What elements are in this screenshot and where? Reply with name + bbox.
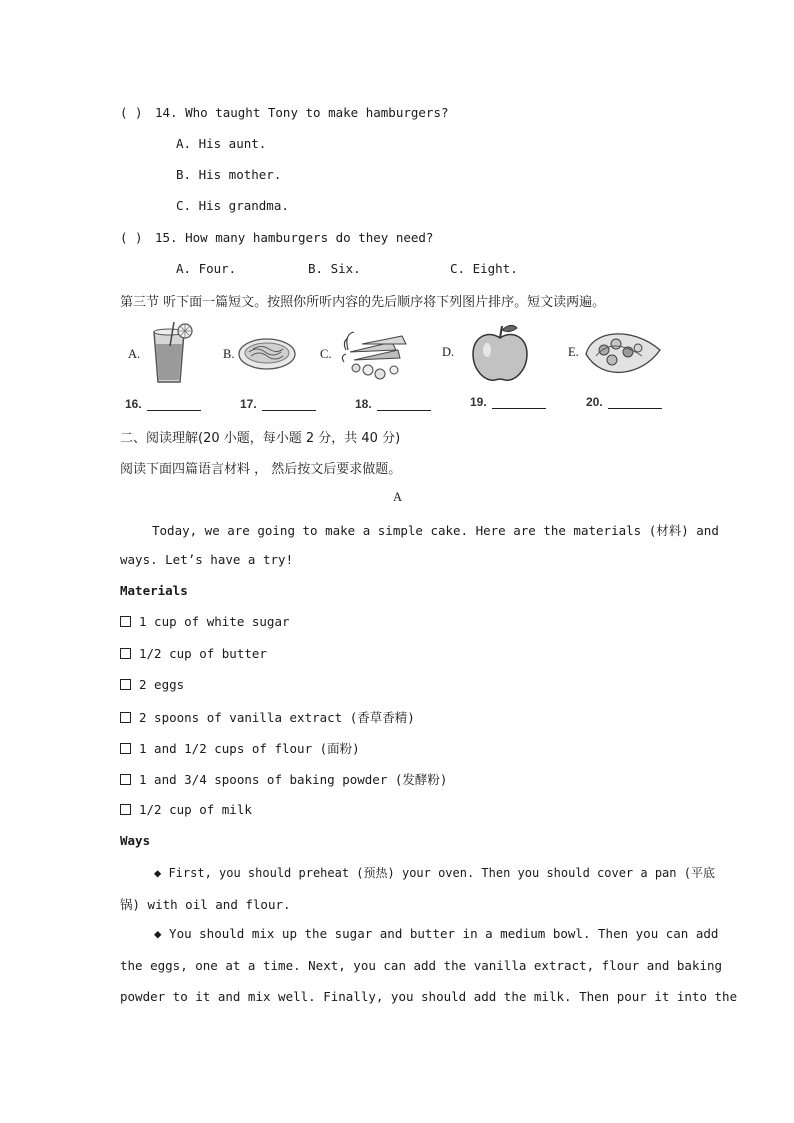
- checkbox[interactable]: [120, 616, 131, 627]
- way-step-1-line-2: 锅) with oil and flour.: [120, 897, 291, 912]
- materials-heading: Materials: [120, 583, 188, 598]
- option-a: A. His aunt.: [176, 136, 267, 151]
- intro-line-2: ways. Let’s have a try!: [120, 552, 294, 567]
- option-c: C. Eight.: [450, 261, 518, 276]
- material-item: 1 and 1/2 cups of flour (面粉): [120, 739, 360, 757]
- checkbox[interactable]: [120, 774, 131, 785]
- blank-label-18: 18.: [355, 397, 372, 411]
- picture-label-d: D.: [442, 345, 455, 359]
- picture-label-c: C.: [320, 347, 332, 361]
- material-item: 1/2 cup of milk: [120, 802, 252, 817]
- way-step-2-line-3: powder to it and mix well. Finally, you should add the milk. Then pour it into the: [120, 989, 738, 1004]
- answer-blank-16[interactable]: [147, 410, 201, 411]
- way-step-2-line-1: ◆ You should mix up the sugar and butter in a medium bowl. Then you can add: [154, 926, 719, 941]
- way-step-2-line-2: the eggs, one at a time. Next, you can add the vanilla extract, flour and baking: [120, 958, 723, 973]
- apple-icon: [469, 322, 531, 384]
- material-item: 1 and 3/4 spoons of baking powder (发酵粉): [120, 770, 447, 788]
- way-step-1-line-1: ◆ First, you should preheat (预热) your oven. Then you should cover a pan (平底: [154, 866, 715, 880]
- answer-blank-20[interactable]: [608, 408, 662, 409]
- blank-label-17: 17.: [240, 397, 257, 411]
- option-b: B. Six.: [308, 261, 361, 276]
- section-3-heading: 第三节 听下面一篇短文。按照你所听内容的先后顺序将下列图片排序。短文读两遍。: [120, 295, 606, 310]
- material-item: 1 cup of white sugar: [120, 614, 290, 629]
- salad-leaf-icon: [582, 326, 662, 382]
- picture-label-b: B.: [223, 347, 235, 361]
- ways-heading: Ways: [120, 833, 151, 848]
- checkbox[interactable]: [120, 648, 131, 659]
- blank-label-20: 20.: [586, 395, 603, 409]
- question-text: 14. Who taught Tony to make hamburgers?: [155, 105, 449, 120]
- option-b: B. His mother.: [176, 167, 282, 182]
- checkbox[interactable]: [120, 804, 131, 815]
- blank-label-19: 19.: [470, 395, 487, 409]
- option-c: C. His grandma.: [176, 198, 289, 213]
- answer-blank-19[interactable]: [492, 408, 546, 409]
- checkbox[interactable]: [120, 743, 131, 754]
- material-item: 2 eggs: [120, 677, 184, 692]
- checkbox[interactable]: [120, 679, 131, 690]
- blank-label-16: 16.: [125, 397, 142, 411]
- picture-label-e: E.: [568, 345, 579, 359]
- picture-row: [0, 320, 794, 420]
- checkbox[interactable]: [120, 712, 131, 723]
- intro-line-1: Today, we are going to make a simple cake. Here are the materials (材料) and: [152, 523, 719, 538]
- reading-instruction: 阅读下面四篇语言材料 ， 然后按文后要求做题。: [120, 462, 402, 477]
- answer-paren[interactable]: ( ): [120, 230, 143, 245]
- material-item: 2 spoons of vanilla extract (香草香精): [120, 708, 415, 726]
- part-2-heading: 二、阅读理解(20 小题，每小题 2 分，共 40 分): [120, 431, 401, 446]
- question-text: 15. How many hamburgers do they need?: [155, 230, 434, 245]
- picture-label-a: A.: [128, 347, 141, 361]
- noodle-bowl-icon: [237, 334, 297, 374]
- carrots-icon: [340, 324, 412, 382]
- answer-blank-17[interactable]: [262, 410, 316, 411]
- answer-blank-18[interactable]: [377, 410, 431, 411]
- juice-glass-icon: [146, 322, 198, 386]
- passage-label: A: [393, 490, 403, 504]
- answer-paren[interactable]: ( ): [120, 105, 143, 120]
- material-item: 1/2 cup of butter: [120, 646, 267, 661]
- option-a: A. Four.: [176, 261, 237, 276]
